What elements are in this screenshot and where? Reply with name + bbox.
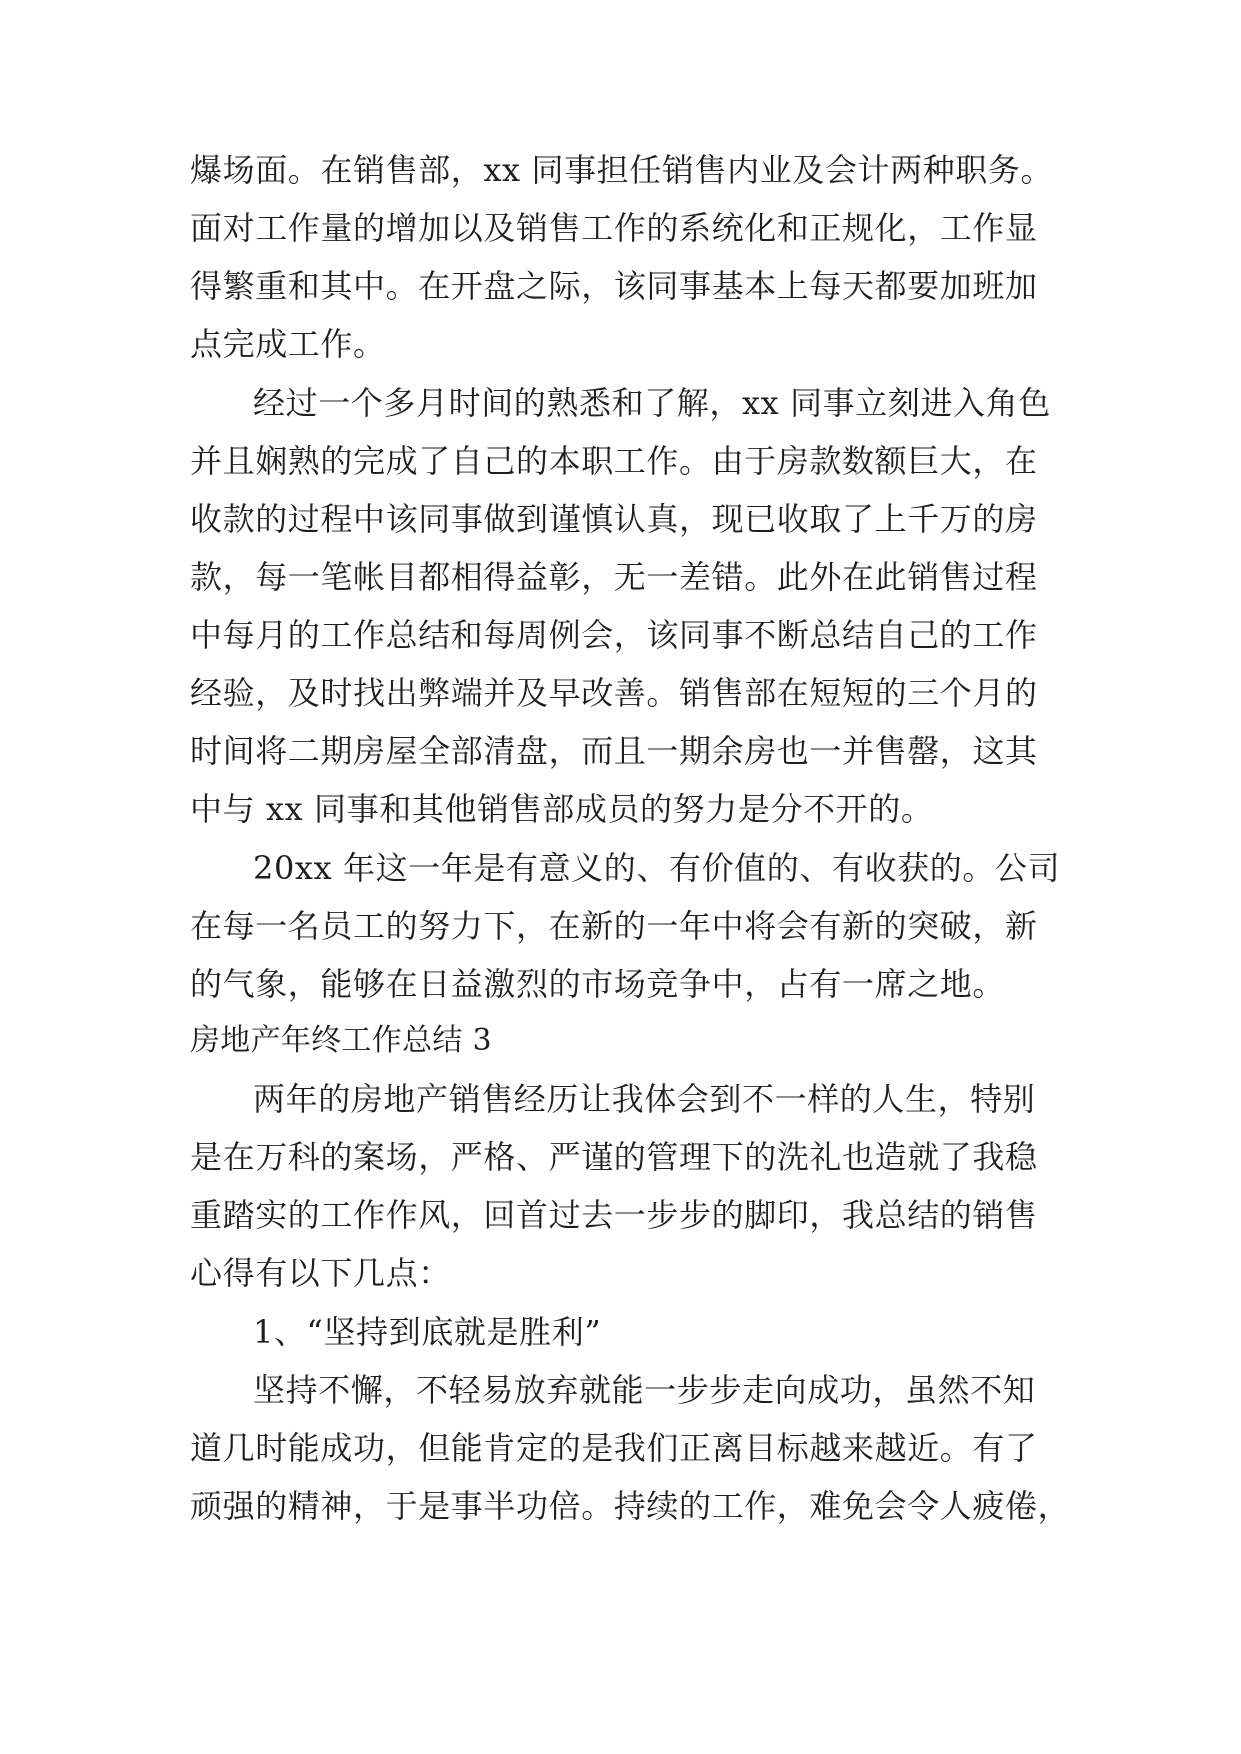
text-line: 道几时能成功，但能肯定的是我们正离目标越来越近。有了: [190, 1429, 1038, 1467]
text-line: 重踏实的工作作风，回首过去一步步的脚印，我总结的销售: [190, 1196, 1038, 1234]
paragraph-first-line: 经过一个多月时间的熟悉和了解，xx 同事立刻进入角色: [253, 384, 1051, 422]
text-line: 并且娴熟的完成了自己的本职工作。由于房款数额巨大，在: [190, 442, 1038, 480]
text-line: 顽强的精神，于是事半功倍。持续的工作，难免会令人疲倦，: [190, 1487, 1071, 1525]
list-item-heading: 1、“坚持到底就是胜利”: [253, 1313, 602, 1351]
text-line: 是在万科的案场，严格、严谨的管理下的洗礼也造就了我稳: [190, 1138, 1038, 1176]
text-line: 点完成工作。: [190, 325, 386, 363]
text-line: 中与 xx 同事和其他销售部成员的努力是分不开的。: [190, 790, 934, 828]
text-line: 面对工作量的增加以及销售工作的系统化和正规化，工作显: [190, 209, 1038, 247]
text-line: 在每一名员工的努力下，在新的一年中将会有新的突破，新: [190, 907, 1038, 945]
text-line: 心得有以下几点：: [190, 1254, 451, 1292]
text-line: 中每月的工作总结和每周例会，该同事不断总结自己的工作: [190, 616, 1038, 654]
text-line: 经验，及时找出弊端并及早改善。销售部在短短的三个月的: [190, 674, 1038, 712]
text-line: 得繁重和其中。在开盘之际，该同事基本上每天都要加班加: [190, 267, 1038, 305]
text-line: 收款的过程中该同事做到谨慎认真，现已收取了上千万的房: [190, 500, 1038, 538]
text-line: 时间将二期房屋全部清盘，而且一期余房也一并售罄，这其: [190, 732, 1038, 770]
text-line: 爆场面。在销售部，xx 同事担任销售内业及会计两种职务。: [190, 151, 1054, 189]
paragraph-first-line: 坚持不懈，不轻易放弃就能一步步走向成功，虽然不知: [253, 1371, 1036, 1409]
section-heading: 房地产年终工作总结 3: [190, 1023, 492, 1058]
paragraph-first-line: 两年的房地产销售经历让我体会到不一样的人生，特别: [253, 1080, 1036, 1118]
text-line: 款，每一笔帐目都相得益彰，无一差错。此外在此销售过程: [190, 558, 1038, 596]
paragraph-first-line: 20xx 年这一年是有意义的、有价值的、有收获的。公司: [253, 849, 1061, 887]
text-line: 的气象，能够在日益激烈的市场竞争中，占有一席之地。: [190, 965, 1006, 1003]
